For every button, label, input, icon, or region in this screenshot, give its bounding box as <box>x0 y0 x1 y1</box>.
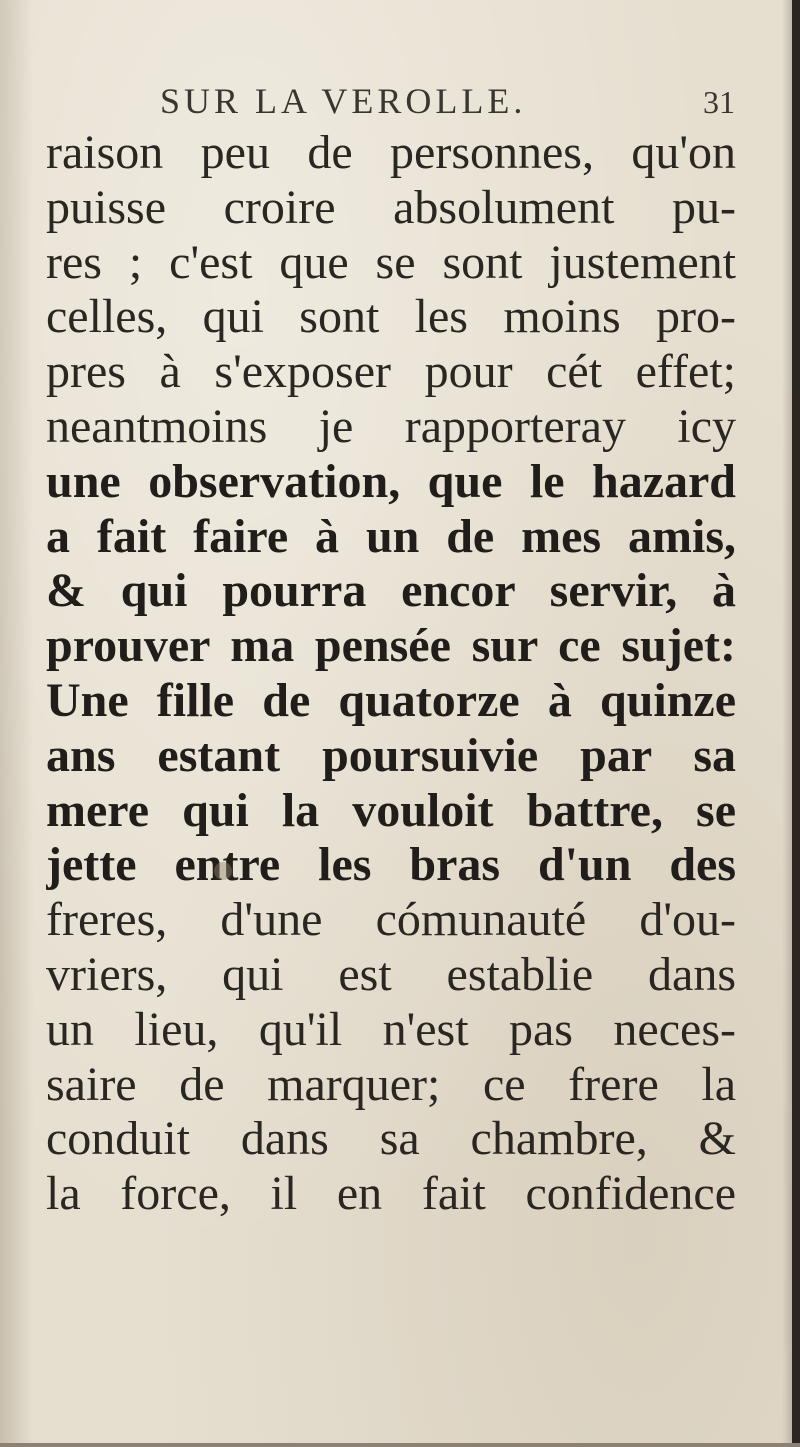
text-line: res ; c'est que se sont justement <box>46 235 736 289</box>
text-line: celles, qui sont les moins pro- <box>46 290 736 344</box>
text-line: & qui pourra encor servir, à <box>46 564 736 618</box>
text-line: mere qui la vouloit battre, se <box>46 783 736 837</box>
page-number: 31 <box>703 84 735 120</box>
text-line: prouver ma pensée sur ce sujet: <box>46 619 736 673</box>
text-line: raison peu de personnes, qu'on <box>46 126 736 179</box>
running-title: SUR LA VEROLLE. <box>160 81 527 121</box>
text-line: pres à s'exposer pour cét effet; <box>46 345 736 399</box>
text-line: jette entre les bras d'un des <box>46 838 736 892</box>
paper-stain <box>214 862 232 880</box>
text-line: a fait faire à un de mes amis, <box>46 509 736 563</box>
text-line: une observation, que le hazard <box>46 454 736 508</box>
body-text <box>46 126 736 1222</box>
text-line: neantmoins je rapporteray icy <box>46 399 736 453</box>
text-line: Une fille de quatorze à quinze <box>46 673 736 727</box>
text-line: conduit dans sa chambre, & <box>46 1112 736 1166</box>
text-line: puisse croire absolument pu- <box>46 180 736 234</box>
text-line: vriers, qui est establie dans <box>46 947 736 1001</box>
text-line: un lieu, qu'il n'est pas neces- <box>46 1002 736 1056</box>
text-line: ans estant poursuivie par sa <box>46 728 736 782</box>
page-header <box>160 80 745 130</box>
text-line: freres, d'une cómunauté d'ou- <box>46 893 736 947</box>
text-line: la force, il en fait confidence <box>46 1167 736 1221</box>
page-edge-bottom <box>0 1443 800 1447</box>
page-edge-right <box>792 0 800 1447</box>
text-line: saire de marquer; ce frere la <box>46 1057 736 1111</box>
